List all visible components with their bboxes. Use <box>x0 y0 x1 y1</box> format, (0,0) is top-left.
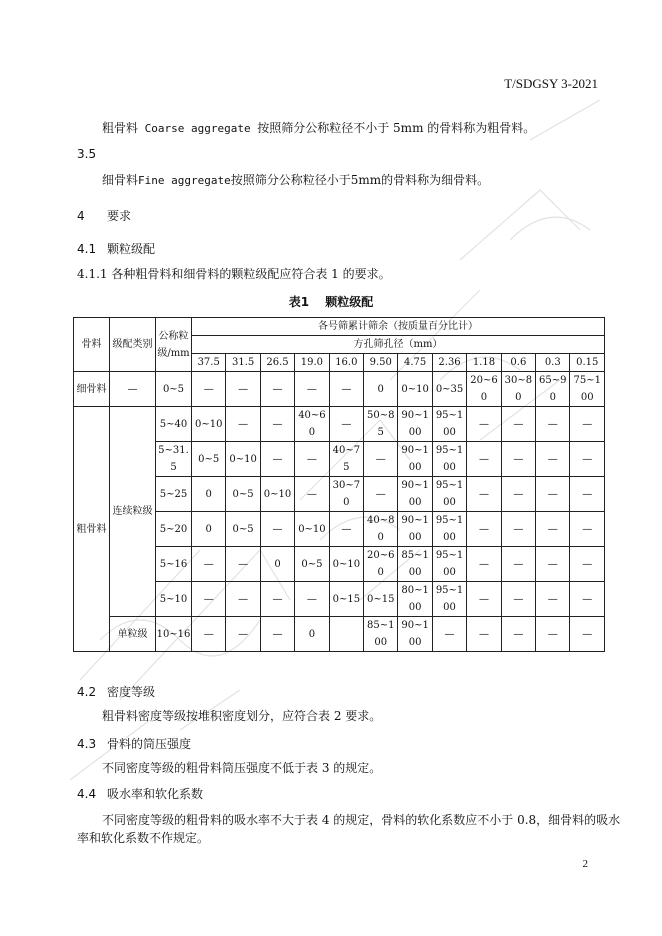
residue-cell: — <box>536 582 570 617</box>
residue-cell: 0~5 <box>226 512 260 547</box>
residue-cell: — <box>432 617 466 652</box>
section-4-2-text: 粗骨料密度等级按堆积密度划分，应符合表 2 要求。 <box>102 709 382 723</box>
sieve-size: 0.15 <box>570 354 605 372</box>
residue-cell: 90~100 <box>398 477 432 512</box>
residue-cell: 90~100 <box>398 617 432 652</box>
nominal-size: 5~31.5 <box>156 442 192 477</box>
residue-cell: — <box>570 512 605 547</box>
residue-cell: 95~100 <box>432 477 466 512</box>
residue-cell: 65~90 <box>536 372 570 407</box>
residue-cell: 90~100 <box>398 442 432 477</box>
nominal-size: 10~16 <box>156 617 192 652</box>
residue-cell: 90~100 <box>398 512 432 547</box>
section-number: 4 <box>77 209 85 223</box>
residue-cell: 0~15 <box>364 582 398 617</box>
residue-cell: 30~70 <box>329 477 363 512</box>
residue-cell: — <box>570 477 605 512</box>
grading-type: 单粒级 <box>110 617 156 652</box>
section-title: 骨料的筒压强度 <box>107 737 192 751</box>
residue-cell: — <box>260 582 294 617</box>
residue-cell: — <box>226 407 260 442</box>
section-4-2-heading <box>77 683 155 700</box>
residue-cell: — <box>536 512 570 547</box>
aggregate-label: 细骨料 <box>74 372 110 407</box>
residue-cell: 0~5 <box>192 442 226 477</box>
sieve-size: 19.0 <box>295 354 329 372</box>
sieve-size: 9.50 <box>364 354 398 372</box>
residue-cell: — <box>536 442 570 477</box>
header-cumulative-residue: 各号筛累计筛余（按质量百分比计） <box>192 318 605 336</box>
residue-cell: 0~10 <box>398 372 432 407</box>
section-4-4-heading <box>77 785 203 802</box>
residue-cell: — <box>192 617 226 652</box>
residue-cell: — <box>570 547 605 582</box>
coarse-aggregate-definition <box>102 119 535 136</box>
section-number: 4.2 <box>77 685 97 699</box>
residue-cell: 95~100 <box>432 547 466 582</box>
residue-cell: — <box>364 477 398 512</box>
residue-cell: 0 <box>192 477 226 512</box>
section-4-1-heading <box>77 240 155 257</box>
section-4-3-text: 不同密度等级的粗骨料筒压强度不低于表 3 的规定。 <box>102 761 382 775</box>
header-aggregate: 骨料 <box>74 318 110 372</box>
grading-table <box>73 317 605 652</box>
section-title: 吸水率和软化系数 <box>107 787 204 801</box>
header-nominal-size: 公称粒级/mm <box>156 318 192 372</box>
aggregate-label: 粗骨料 <box>74 407 110 652</box>
residue-cell: — <box>260 512 294 547</box>
sieve-size: 0.3 <box>536 354 570 372</box>
residue-cell: — <box>192 547 226 582</box>
nominal-size: 5~25 <box>156 477 192 512</box>
residue-cell: — <box>536 547 570 582</box>
residue-cell: — <box>570 442 605 477</box>
residue-cell: 95~100 <box>432 512 466 547</box>
residue-cell: — <box>501 547 535 582</box>
table-row <box>74 372 605 407</box>
residue-cell: — <box>260 617 294 652</box>
residue-cell: — <box>226 582 260 617</box>
residue-cell: — <box>501 617 535 652</box>
residue-cell: — <box>501 477 535 512</box>
residue-cell: — <box>329 372 363 407</box>
residue-cell: 40~60 <box>295 407 329 442</box>
fine-aggregate-definition <box>102 171 489 188</box>
residue-cell: 85~100 <box>398 547 432 582</box>
residue-cell: — <box>364 442 398 477</box>
residue-cell: 0~15 <box>329 582 363 617</box>
residue-cell: — <box>536 407 570 442</box>
residue-cell: 20~60 <box>364 547 398 582</box>
residue-cell: 40~80 <box>364 512 398 547</box>
residue-cell: 0~5 <box>226 477 260 512</box>
residue-cell: — <box>467 512 501 547</box>
residue-cell: 0~5 <box>295 547 329 582</box>
definition-text: 按照筛分公称粒径小于5mm的骨料称为细骨料。 <box>230 173 490 187</box>
section-4-4-text-line1: 不同密度等级的粗骨料的吸水率不大于表 4 的规定，骨料的软化系数应不小于 0.8，细骨料的吸水 <box>102 813 621 827</box>
nominal-size: 0~5 <box>156 372 192 407</box>
clause-4-1-1: 4.1.1 各种粗骨料和细骨料的颗粒级配应符合表 1 的要求。 <box>77 267 391 281</box>
residue-cell <box>329 617 363 652</box>
residue-cell: 80~100 <box>398 582 432 617</box>
residue-cell: — <box>467 582 501 617</box>
table-row <box>74 407 605 442</box>
term: 细骨料 <box>102 173 139 187</box>
sieve-size: 4.75 <box>398 354 432 372</box>
residue-cell: — <box>467 407 501 442</box>
sieve-size: 2.36 <box>432 354 466 372</box>
residue-cell: 95~100 <box>432 582 466 617</box>
table-caption: 表1 颗粒级配 <box>288 295 374 309</box>
residue-cell: 0~10 <box>192 407 226 442</box>
grading-type: — <box>110 372 156 407</box>
residue-cell: — <box>467 477 501 512</box>
residue-cell: 0~10 <box>260 477 294 512</box>
nominal-size: 5~16 <box>156 547 192 582</box>
residue-cell: 50~85 <box>364 407 398 442</box>
section-title: 要求 <box>107 209 132 223</box>
nominal-size: 5~20 <box>156 512 192 547</box>
residue-cell: 0~10 <box>226 442 260 477</box>
residue-cell: — <box>260 407 294 442</box>
residue-cell: 40~75 <box>329 442 363 477</box>
section-title: 颗粒级配 <box>107 242 156 256</box>
residue-cell: 0 <box>364 372 398 407</box>
residue-cell: 95~100 <box>432 407 466 442</box>
residue-cell: — <box>501 442 535 477</box>
document-id: T/SDGSY 3-2021 <box>504 76 598 91</box>
section-4-3-heading <box>77 735 191 752</box>
residue-cell: 0 <box>295 617 329 652</box>
residue-cell: — <box>295 372 329 407</box>
residue-cell: — <box>570 617 605 652</box>
residue-cell: — <box>295 442 329 477</box>
sieve-size: 1.18 <box>467 354 501 372</box>
sieve-size: 16.0 <box>329 354 363 372</box>
section-number: 4.1 <box>77 242 97 256</box>
page-number: 2 <box>582 858 588 870</box>
residue-cell: — <box>570 582 605 617</box>
section-number: 4.3 <box>77 737 97 751</box>
residue-cell: 30~80 <box>501 372 535 407</box>
section-title: 密度等级 <box>107 685 156 699</box>
residue-cell: — <box>295 582 329 617</box>
sieve-size: 26.5 <box>260 354 294 372</box>
residue-cell: — <box>192 372 226 407</box>
residue-cell: — <box>226 547 260 582</box>
residue-cell: — <box>192 582 226 617</box>
residue-cell: 0~35 <box>432 372 466 407</box>
term-english: Fine aggregate <box>138 174 231 187</box>
header-grading-type: 级配类别 <box>110 318 156 372</box>
table-row <box>74 617 605 652</box>
residue-cell: — <box>467 547 501 582</box>
residue-cell: 75~100 <box>570 372 605 407</box>
header-sieve-aperture: 方孔筛孔径（mm） <box>192 336 605 354</box>
definition-text: 按照筛分公称粒径不小于 5mm 的骨料称为粗骨料。 <box>257 121 536 135</box>
sieve-size: 37.5 <box>192 354 226 372</box>
residue-cell: 90~100 <box>398 407 432 442</box>
residue-cell: 85~100 <box>364 617 398 652</box>
residue-cell: — <box>260 372 294 407</box>
residue-cell: — <box>570 407 605 442</box>
term-english: Coarse aggregate <box>138 122 258 135</box>
section-4-4-text-line2: 率和软化系数不作规定。 <box>77 831 210 845</box>
residue-cell: 0 <box>192 512 226 547</box>
residue-cell: — <box>536 617 570 652</box>
section-number: 4.4 <box>77 787 97 801</box>
residue-cell: — <box>501 582 535 617</box>
residue-cell: — <box>295 477 329 512</box>
residue-cell: — <box>329 407 363 442</box>
residue-cell: — <box>329 512 363 547</box>
residue-cell: 0~10 <box>329 547 363 582</box>
section-4-heading <box>77 207 131 224</box>
residue-cell: — <box>501 512 535 547</box>
nominal-size: 5~10 <box>156 582 192 617</box>
residue-cell: — <box>260 442 294 477</box>
sieve-size: 0.6 <box>501 354 535 372</box>
term: 粗骨料 <box>102 121 139 135</box>
residue-cell: — <box>226 372 260 407</box>
residue-cell: 20~60 <box>467 372 501 407</box>
residue-cell: — <box>226 617 260 652</box>
residue-cell: — <box>536 477 570 512</box>
residue-cell: — <box>467 617 501 652</box>
sieve-size: 31.5 <box>226 354 260 372</box>
grading-type: 连续粒级 <box>110 407 156 617</box>
section-3-5: 3.5 <box>77 147 97 161</box>
nominal-size: 5~40 <box>156 407 192 442</box>
residue-cell: — <box>467 442 501 477</box>
residue-cell: 0~10 <box>295 512 329 547</box>
residue-cell: 95~100 <box>432 442 466 477</box>
residue-cell: — <box>501 407 535 442</box>
residue-cell: 0 <box>260 547 294 582</box>
